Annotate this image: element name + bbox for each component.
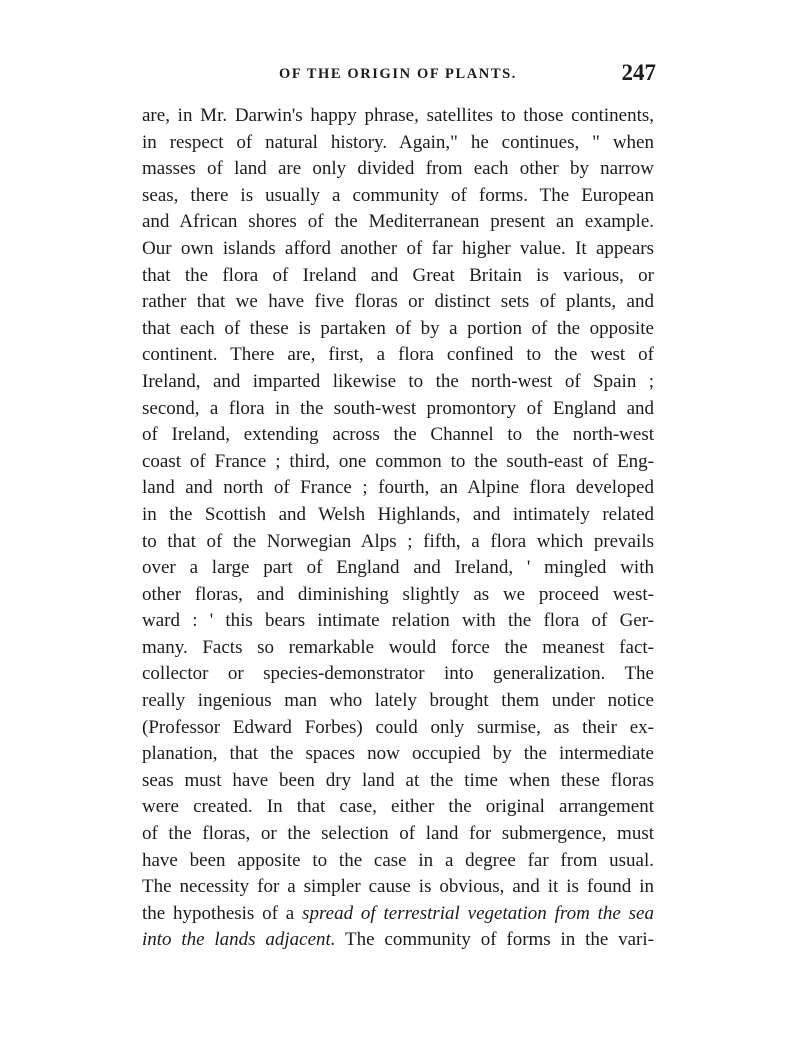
body-text: [142, 103, 654, 954]
page-number: 247: [621, 60, 656, 85]
text-line: masses of land are only divided from each other by narrow: [142, 158, 654, 180]
text-line: planation, that the spaces now occupied by the intermediate: [142, 743, 654, 765]
text-line: continent. There are, first, a flora confined to the west of: [142, 344, 654, 366]
text-line: (Professor Edward Forbes) could only surmise, as their ex-: [142, 716, 654, 738]
text-line: The necessity for a simpler cause is obvious, and it is found in: [142, 876, 654, 898]
text-line: really ingenious man who lately brought them under notice: [142, 690, 654, 712]
text-line: in the Scottish and Welsh Highlands, and intimately related: [142, 503, 654, 525]
italic-phrase: into the lands adjacent.: [142, 929, 336, 951]
italic-phrase: spread of terrestrial vegetation from the sea: [302, 902, 654, 924]
text-line: collector or species-demonstrator into generalization. The: [142, 663, 654, 685]
text-line: ward : ' this bears intimate relation with the flora of Ger-: [142, 610, 654, 632]
text-line: that each of these is partaken of by a portion of the opposite: [142, 317, 654, 339]
text-line: rather that we have five floras or distinct sets of plants, and: [142, 291, 654, 313]
text-line: of Ireland, extending across the Channel to the north-west: [142, 424, 654, 446]
text-line: that the flora of Ireland and Great Britain is various, or: [142, 264, 654, 286]
text-line: Ireland, and imparted likewise to the north-west of Spain ;: [142, 370, 654, 392]
text-line: have been apposite to the case in a degree far from usual.: [142, 849, 654, 871]
text-line: of the floras, or the selection of land for submergence, must: [142, 823, 654, 845]
text-line: were created. In that case, either the original arrangement: [142, 796, 654, 818]
text-line: land and north of France ; fourth, an Alpine flora developed: [142, 477, 654, 499]
running-head: [140, 60, 656, 90]
text-line: coast of France ; third, one common to the south-east of Eng-: [142, 450, 654, 472]
text-line: and African shores of the Mediterranean present an example.: [142, 211, 654, 233]
text-line: in respect of natural history. Again," he continues, " when: [142, 131, 654, 153]
running-head-title: OF THE ORIGIN OF PLANTS.: [278, 66, 518, 82]
text-line: to that of the Norwegian Alps ; fifth, a flora which prevails: [142, 530, 654, 552]
text-line: seas, there is usually a community of forms. The European: [142, 184, 654, 206]
text-line: over a large part of England and Ireland, ' mingled with: [142, 557, 654, 579]
text-line-mixed: [142, 901, 654, 928]
text-line: are, in Mr. Darwin's happy phrase, satellites to those continents,: [142, 105, 654, 126]
text-line: Our own islands afford another of far higher value. It appears: [142, 237, 654, 259]
text-line: many. Facts so remarkable would force the meanest fact-: [142, 636, 654, 658]
text-line-mixed: [142, 927, 654, 954]
text-line: other floras, and diminishing slightly as we proceed west-: [142, 583, 654, 605]
text-line: second, a flora in the south-west promontory of England and: [142, 397, 654, 419]
line-plain-text: the hypothesis of a: [142, 902, 303, 924]
text-line: seas must have been dry land at the time when these floras: [142, 769, 654, 791]
line-plain-text: The community of forms in the vari-: [335, 929, 654, 951]
